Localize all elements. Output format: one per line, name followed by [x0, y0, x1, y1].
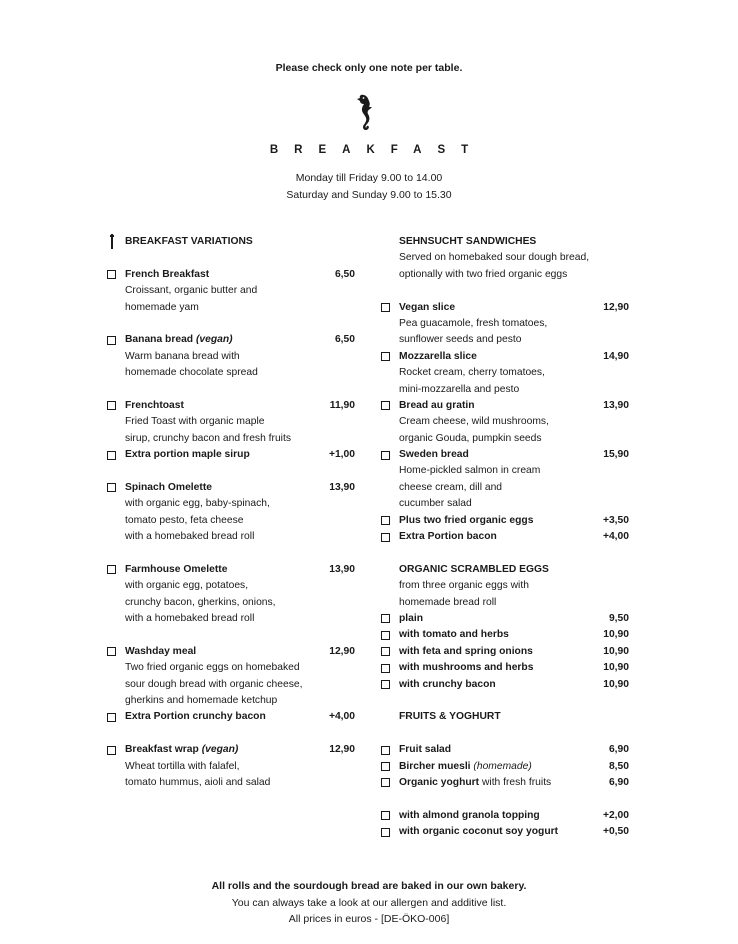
page-title: BREAKFAST — [269, 144, 485, 156]
item-price: 13,90 — [603, 399, 629, 411]
item-price: 12,90 — [329, 744, 355, 756]
item-price: 12,90 — [603, 301, 629, 313]
item-coconut-yogurt[interactable]: with organic coconut soy yogurt +0,50 — [381, 824, 631, 840]
item-description: gherkins and homemade ketchup — [125, 694, 278, 706]
item-price: +0,50 — [602, 826, 629, 838]
item-price: +2,00 — [602, 809, 629, 821]
item-price: +1,00 — [328, 449, 355, 461]
item-price: 6,90 — [608, 776, 629, 788]
checkbox[interactable] — [107, 483, 116, 492]
item-description: tomato hummus, aioli and salad — [125, 776, 271, 788]
item-organic-yoghurt[interactable]: Organic yoghurt with fresh fruits 6,90 — [381, 775, 631, 791]
category-description: Served on homebaked sour dough bread, — [399, 252, 590, 264]
item-description: cucumber salad — [399, 498, 472, 510]
item-price: 6,50 — [334, 334, 355, 346]
item-price: 6,50 — [334, 268, 355, 280]
top-note: Please check only one note per table. — [275, 62, 463, 74]
item-description: sirup, crunchy bacon and fresh fruits — [125, 432, 291, 444]
checkbox[interactable] — [381, 762, 390, 771]
item-price: 10,90 — [603, 662, 629, 674]
item-sweden-bread[interactable]: Sweden bread 15,90 — [381, 447, 631, 463]
item-description: Rocket cream, cherry tomatoes, — [399, 367, 545, 379]
vegan-tag: (vegan) — [201, 744, 239, 756]
item-price: 9,50 — [608, 612, 629, 624]
item-farmhouse-omelette[interactable]: Farmhouse Omelette 13,90 — [107, 562, 357, 578]
item-eggs-feta[interactable]: with feta and spring onions 10,90 — [381, 644, 631, 660]
footer-allergen-note: You can always take a look at our allergen and additive list. — [231, 896, 507, 909]
item-description: Cream cheese, wild mushrooms, — [399, 416, 549, 428]
right-column — [381, 234, 631, 840]
item-price: 10,90 — [603, 629, 629, 641]
category-scrambled-eggs: ORGANIC SCRAMBLED EGGS — [399, 563, 549, 575]
checkbox[interactable] — [381, 746, 390, 755]
item-frenchtoast[interactable]: Frenchtoast 11,90 — [107, 398, 357, 414]
category-description: homemade bread roll — [399, 596, 497, 608]
item-breakfast-wrap[interactable]: Breakfast wrap (vegan) 12,90 — [107, 742, 357, 758]
item-description: Two fried organic eggs on homebaked — [125, 662, 300, 674]
item-price: 10,90 — [603, 678, 629, 690]
item-price: 8,50 — [608, 760, 629, 772]
item-description: with a homebaked bread roll — [125, 531, 255, 543]
item-price: 13,90 — [329, 563, 355, 575]
item-description: sunflower seeds and pesto — [399, 334, 522, 346]
item-description: Home-pickled salmon in cream — [399, 465, 541, 477]
item-price: 10,90 — [603, 645, 629, 657]
checkbox[interactable] — [107, 451, 116, 460]
item-price: 13,90 — [329, 481, 355, 493]
checkbox[interactable] — [107, 270, 116, 279]
checkbox[interactable] — [107, 746, 116, 755]
item-eggs-bacon[interactable]: with crunchy bacon 10,90 — [381, 677, 631, 693]
item-eggs-tomato[interactable]: with tomato and herbs 10,90 — [381, 627, 631, 643]
item-description: Croissant, organic butter and — [125, 285, 258, 297]
item-french-breakfast[interactable]: French Breakfast 6,50 — [107, 267, 357, 283]
item-price: +4,00 — [328, 711, 355, 723]
item-washday-meal[interactable]: Washday meal 12,90 — [107, 644, 357, 660]
item-price: 11,90 — [329, 399, 355, 411]
checkbox[interactable] — [381, 828, 390, 837]
homemade-tag: (homemade) — [473, 760, 532, 772]
item-price: +3,50 — [602, 514, 629, 526]
checkbox[interactable] — [381, 647, 390, 656]
item-bircher-muesli[interactable]: Bircher muesli (homemade) 8,50 — [381, 759, 631, 775]
checkbox[interactable] — [381, 631, 390, 640]
item-description: Pea guacamole, fresh tomatoes, — [399, 317, 548, 329]
category-description: from three organic eggs with — [399, 580, 529, 592]
item-description: organic Gouda, pumpkin seeds — [399, 432, 542, 444]
checkbox[interactable] — [107, 336, 116, 345]
item-mozzarella-slice[interactable]: Mozzarella slice 14,90 — [381, 349, 631, 365]
item-bread-au-gratin[interactable]: Bread au gratin 13,90 — [381, 398, 631, 414]
item-eggs-plain[interactable]: plain 9,50 — [381, 611, 631, 627]
checkbox[interactable] — [107, 713, 116, 722]
checkbox[interactable] — [107, 401, 116, 410]
checkbox[interactable] — [381, 352, 390, 361]
item-suffix: with fresh fruits — [481, 776, 552, 788]
footer — [0, 878, 738, 928]
footer-bakery-note: All rolls and the sourdough bread are baked in our own bakery. — [211, 880, 527, 892]
checkbox[interactable] — [381, 680, 390, 689]
footer-price-note: All prices in euros - [DE-ÖKO-006] — [288, 913, 450, 925]
item-description: sour dough bread with organic cheese, — [125, 678, 303, 690]
item-price: +4,00 — [602, 531, 629, 543]
item-vegan-slice[interactable]: Vegan slice 12,90 — [381, 300, 631, 316]
item-eggs-mushrooms[interactable]: with mushrooms and herbs 10,90 — [381, 660, 631, 676]
item-price: 14,90 — [603, 350, 629, 362]
checkbox[interactable] — [381, 614, 390, 623]
category-description: optionally with two fried organic eggs — [399, 268, 568, 280]
checkbox[interactable] — [381, 664, 390, 673]
item-description: homemade chocolate spread — [125, 367, 258, 379]
item-description: Wheat tortilla with falafel, — [125, 760, 240, 772]
checkbox[interactable] — [381, 516, 390, 525]
item-price: 15,90 — [603, 449, 629, 461]
item-description: crunchy bacon, gherkins, onions, — [125, 596, 276, 608]
category-sandwiches: SEHNSUCHT SANDWICHES — [399, 236, 537, 247]
item-banana-bread[interactable]: Banana bread (vegan) 6,50 — [107, 332, 357, 348]
left-column — [107, 234, 357, 791]
checkbox[interactable] — [381, 778, 390, 787]
item-fruit-salad[interactable]: Fruit salad 6,90 — [381, 742, 631, 758]
checkbox[interactable] — [107, 565, 116, 574]
vegan-tag: (vegan) — [195, 334, 233, 346]
item-description: Warm banana bread with — [125, 350, 240, 362]
item-description: homemade yam — [125, 301, 199, 313]
item-price: 6,90 — [608, 744, 629, 756]
item-extra-crunchy-bacon[interactable]: Extra Portion crunchy bacon +4,00 — [107, 709, 357, 725]
opening-hours — [0, 170, 738, 203]
item-extra-bacon[interactable]: Extra Portion bacon +4,00 — [381, 529, 631, 545]
item-spinach-omelette[interactable]: Spinach Omelette 13,90 — [107, 480, 357, 496]
item-description: Fried Toast with organic maple — [125, 416, 265, 428]
checkbox[interactable] — [381, 811, 390, 820]
item-granola-topping[interactable]: with almond granola topping +2,00 — [381, 808, 631, 824]
item-extra-maple-sirup[interactable]: Extra portion maple sirup +1,00 — [107, 447, 357, 463]
hours-weekdays: Monday till Friday 9.00 to 14.00 — [295, 172, 443, 184]
hours-weekend: Saturday and Sunday 9.00 to 15.30 — [286, 188, 452, 201]
item-plus-fried-eggs[interactable]: Plus two fried organic eggs +3,50 — [381, 513, 631, 529]
category-fruits-yoghurt: FRUITS & YOGHURT — [399, 711, 501, 723]
seahorse-icon — [355, 92, 377, 132]
item-description: mini-mozzarella and pesto — [399, 383, 520, 395]
item-description: with organic egg, potatoes, — [125, 580, 249, 592]
item-description: cheese cream, dill and — [399, 481, 503, 493]
checkbox[interactable] — [381, 451, 390, 460]
item-price: 12,90 — [329, 645, 355, 657]
checkbox[interactable] — [381, 303, 390, 312]
item-description: tomato pesto, feta cheese — [125, 514, 244, 526]
cutlery-icon — [111, 234, 113, 249]
item-description: with organic egg, baby-spinach, — [125, 498, 270, 510]
checkbox[interactable] — [381, 401, 390, 410]
checkbox[interactable] — [381, 533, 390, 542]
checkbox[interactable] — [107, 647, 116, 656]
category-breakfast-variations: BREAKFAST VARIATIONS — [107, 234, 357, 250]
item-description: with a homebaked bread roll — [125, 612, 255, 624]
